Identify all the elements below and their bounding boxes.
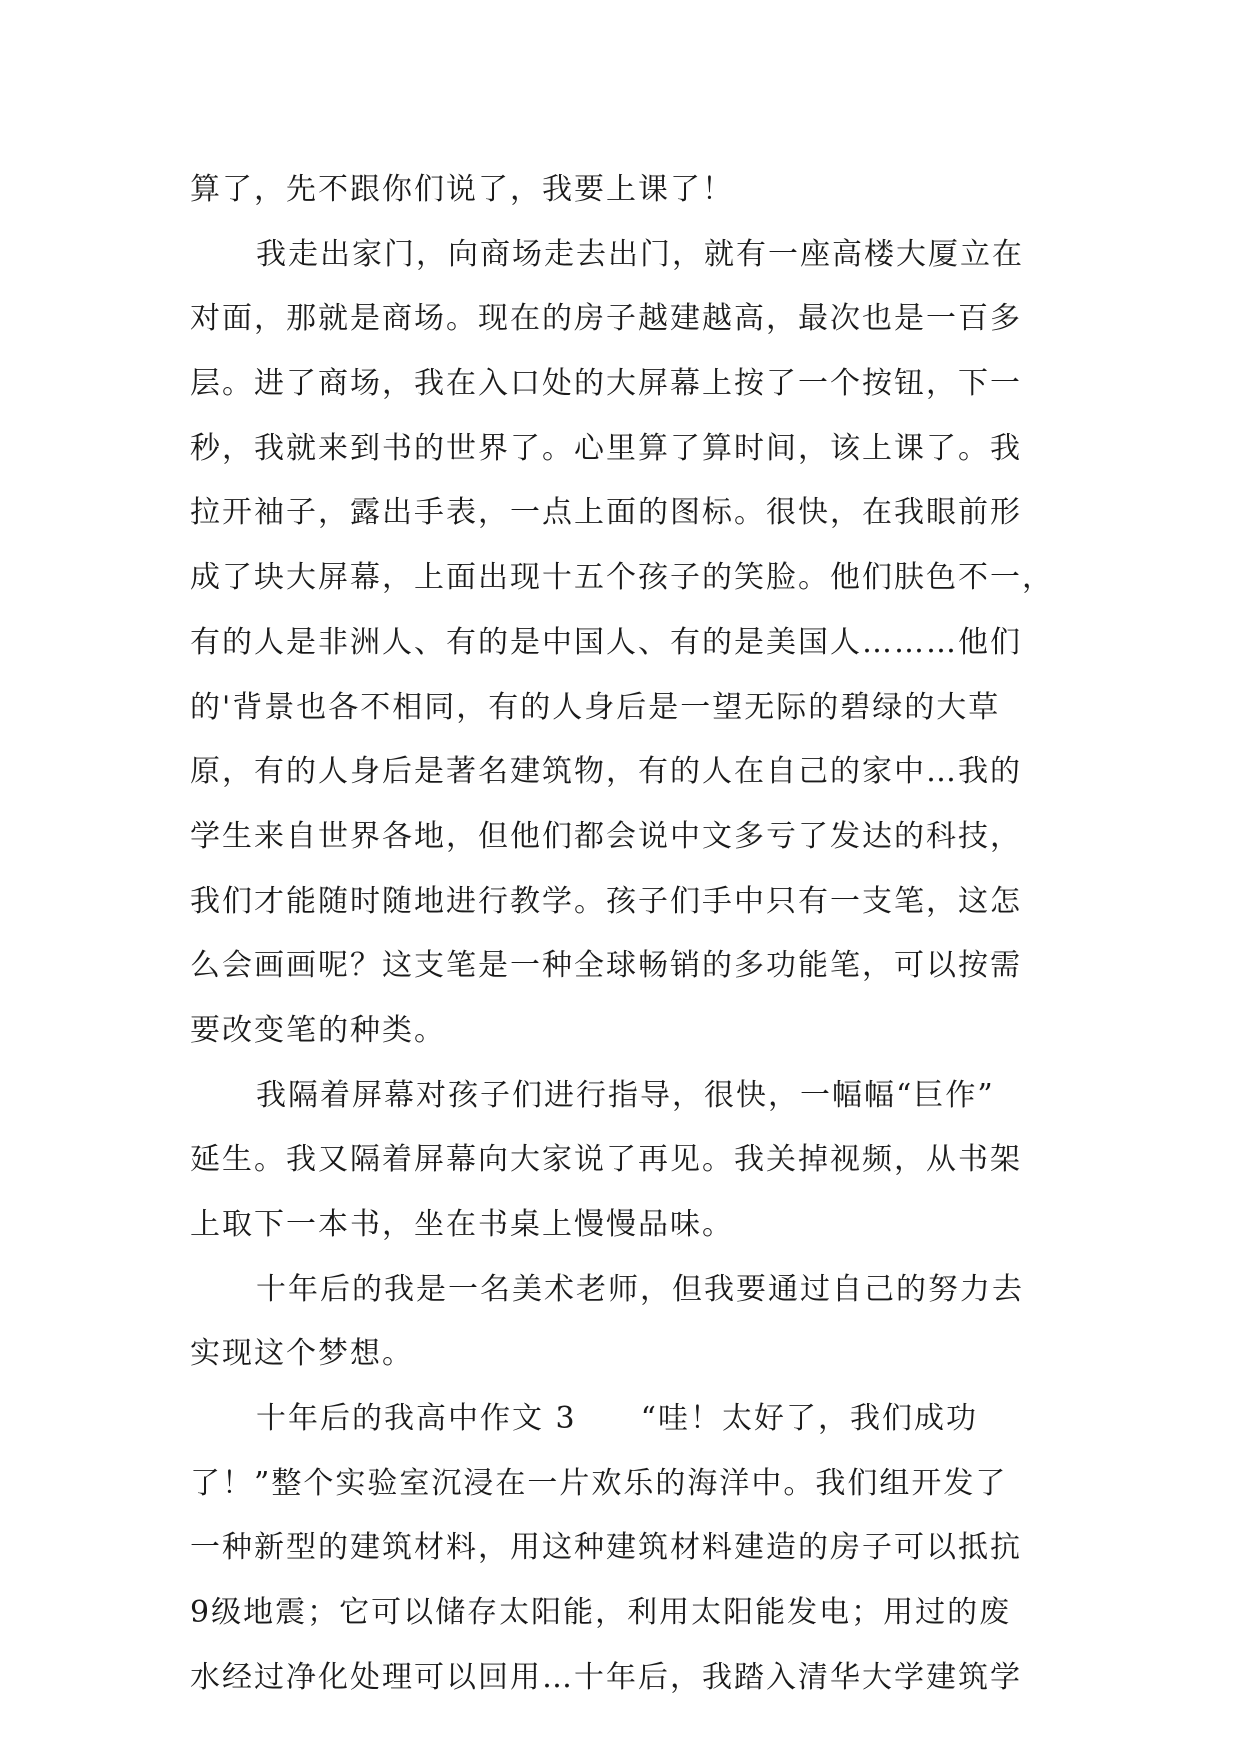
text-line: 要改变笔的种类。 [190,1012,446,1048]
paragraph-first-line: 十年后的我高中作文 3 “哇！太好了，我们成功 [256,1401,978,1437]
text-line: 有的人是非洲人、有的是中国人、有的是美国人………他们 [190,624,1022,660]
text-line: 一种新型的建筑材料，用这种建筑材料建造的房子可以抵抗 [190,1530,1022,1566]
paragraph-first-line: 我隔着屏幕对孩子们进行指导，很快，一幅幅“巨作” [256,1077,995,1113]
text-line: 秒，我就来到书的世界了。心里算了算时间，该上课了。我 [190,430,1022,466]
text-line: 原，有的人身后是著名建筑物，有的人在自己的家中…我的 [190,754,1022,790]
text-line: 延生。我又隔着屏幕向大家说了再见。我关掉视频，从书架 [190,1142,1022,1178]
paragraph-first-line: 十年后的我是一名美术老师，但我要通过自己的努力去 [256,1271,1024,1307]
text-line: 么会画画呢？这支笔是一种全球畅销的多功能笔，可以按需 [190,948,1022,984]
text-line: 算了，先不跟你们说了，我要上课了！ [190,172,734,207]
paragraph-first-line: 我走出家门，向商场走去出门，就有一座高楼大厦立在 [256,236,1024,272]
text-line: 上取下一本书，坐在书桌上慢慢品味。 [190,1207,734,1242]
text-line: 的'背景也各不相同，有的人身后是一望无际的碧绿的大草 [190,689,1001,725]
text-line: 成了块大屏幕，上面出现十五个孩子的笑脸。他们肤色不一， [190,560,1054,596]
text-line: 学生来自世界各地，但他们都会说中文多亏了发达的科技， [190,818,1022,854]
text-line: 对面，那就是商场。现在的房子越建越高，最次也是一百多 [190,301,1022,337]
text-line: 层。进了商场，我在入口处的大屏幕上按了一个按钮，下一 [190,366,1022,402]
text-line: 了！”整个实验室沉浸在一片欢乐的海洋中。我们组开发了 [190,1465,1008,1501]
document-body [190,158,1054,1711]
text-line: 我们才能随时随地进行教学。孩子们手中只有一支笔，这怎 [190,883,1022,919]
text-line: 实现这个梦想。 [190,1336,414,1372]
text-line: 9级地震；它可以储存太阳能，利用太阳能发电；用过的废 [190,1595,1012,1631]
text-line: 拉开袖子，露出手表，一点上面的图标。很快，在我眼前形 [190,495,1022,531]
text-line: 水经过净化处理可以回用…十年后，我踏入清华大学建筑学 [190,1659,1022,1695]
